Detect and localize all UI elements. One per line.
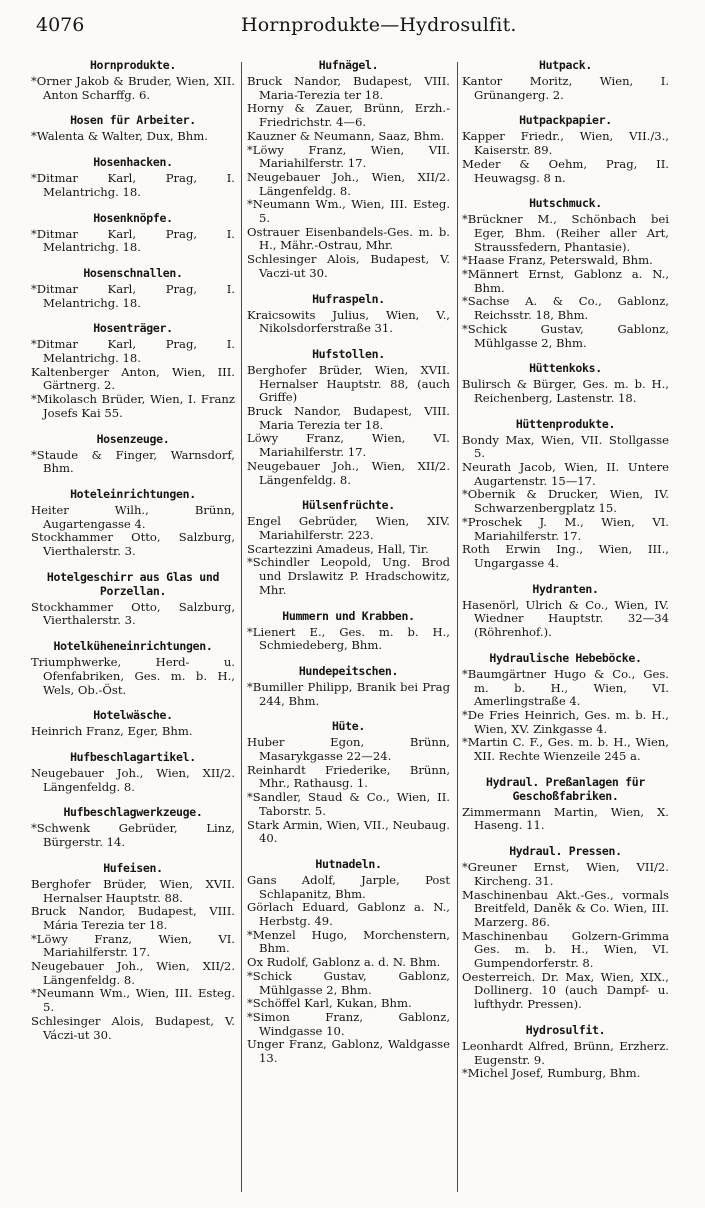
directory-entry: *Schindler Leopold, Ung. Brod und Drslawitz P. Hradschowitz, Mhr. bbox=[247, 555, 450, 597]
directory-entry: Bondy Max, Wien, VII. Stollgasse 5. bbox=[462, 432, 669, 461]
directory-section bbox=[31, 113, 235, 144]
directory-entry: *Schöffel Karl, Kukan, Bhm. bbox=[247, 996, 412, 1011]
directory-entry: *Neumann Wm., Wien, III. Esteg. 5. bbox=[31, 986, 235, 1015]
directory-entry: *Schick Gustav, Gablonz, Mühlgasse 2, Bhm. bbox=[462, 321, 669, 350]
section-heading: Hufraspeln. bbox=[312, 291, 385, 306]
directory-entry: *Männert Ernst, Gablonz a. N., Bhm. bbox=[462, 267, 669, 295]
directory-entry: *Michel Josef, Rumburg, Bhm. bbox=[462, 1066, 641, 1081]
directory-entry: Bruck Nandor, Budapest, VIII. Maria-Terezia ter 18. bbox=[247, 74, 450, 102]
section-heading: Hummern und Krabben. bbox=[282, 608, 415, 623]
section-heading: Hosenhacken. bbox=[93, 155, 173, 170]
directory-entry: Unger Franz, Gablonz, Waldgasse 13. bbox=[247, 1037, 450, 1066]
column-2 bbox=[247, 58, 450, 1198]
section-heading: Hufbeschlagwerkzeuge. bbox=[63, 805, 203, 820]
directory-entry: Stark Armin, Wien, VII., Neubaug. 40. bbox=[247, 817, 450, 846]
section-heading: Hutpackpapier. bbox=[519, 113, 612, 128]
directory-section bbox=[31, 155, 235, 199]
directory-entry: Berghofer Brüder, Wien, XVII. Hernalser Hauptstr. 88, (auch Griffe) bbox=[247, 362, 450, 405]
directory-entry: *Ditmar Karl, Prag, I. Melantrichg. 18. bbox=[31, 281, 235, 310]
directory-entry: Horny & Zauer, Brünn, Erzh.-Friedrichstr. 4—6. bbox=[247, 101, 450, 130]
directory-entry: Kaltenberger Anton, Wien, III. Gärtnerg. 2. bbox=[31, 364, 235, 393]
directory-entry: Heiter Wilh., Brünn, Augartengasse 4. bbox=[31, 502, 235, 531]
directory-section bbox=[31, 432, 235, 476]
directory-section bbox=[31, 211, 235, 255]
section-heading: Hydrosulfit. bbox=[525, 1022, 606, 1037]
directory-entry: *Menzel Hugo, Morchenstern, Bhm. bbox=[247, 927, 450, 956]
section-heading: Hüttenprodukte. bbox=[515, 416, 616, 431]
section-heading: Hufbeschlagartikel. bbox=[70, 749, 196, 764]
section-heading: Hotelküheneinrichtungen. bbox=[53, 639, 213, 654]
section-heading: Hydraulische Hebeböcke. bbox=[489, 650, 642, 665]
directory-section bbox=[247, 347, 450, 487]
directory-entry: Stockhammer Otto, Salzburg, Vierthalerstr. 3. bbox=[31, 599, 235, 628]
directory-entry: *Obernik & Drucker, Wien, IV. Schwarzenbergplatz 15. bbox=[462, 487, 669, 516]
directory-entry: *Löwy Franz, Wien, VI. Mariahilferstr. 17. bbox=[31, 931, 235, 960]
directory-section bbox=[462, 775, 669, 833]
directory-section bbox=[247, 498, 450, 597]
directory-entry: *Ditmar Karl, Prag, I. Melantrichg. 18. bbox=[31, 337, 235, 366]
directory-entry: Berghofer Brüder, Wien, XVII. Hernalser Hauptstr. 88. bbox=[31, 876, 235, 905]
section-heading: Hoteleinrichtungen. bbox=[70, 486, 196, 501]
directory-section bbox=[31, 639, 235, 697]
directory-section bbox=[31, 321, 235, 420]
directory-entry: *Haase Franz, Peterswald, Bhm. bbox=[462, 253, 653, 268]
directory-section bbox=[31, 266, 235, 310]
section-heading: Hüttenkoks. bbox=[529, 361, 602, 376]
section-heading: Hutpack. bbox=[539, 58, 592, 72]
directory-section bbox=[462, 651, 669, 764]
column-3 bbox=[462, 58, 669, 1198]
directory-entry: *Baumgärtner Hugo & Co., Ges. m. b. H., Wien, VI. Amerlingstraße 4. bbox=[462, 666, 669, 709]
directory-section bbox=[31, 805, 235, 849]
running-title: Hornprodukte—Hydrosulfit. bbox=[241, 14, 517, 36]
column-divider bbox=[241, 62, 242, 1192]
directory-entry: *Löwy Franz, Wien, VII. Mariahilferstr. 17. bbox=[247, 142, 450, 171]
section-heading: Hydranten. bbox=[532, 581, 599, 596]
directory-entry: *Greuner Ernst, Wien, VII/2. Kircheng. 31. bbox=[462, 860, 669, 888]
directory-entry: Ostrauer Eisenbandels-Ges. m. b. H., Mähr.-Ostrau, Mhr. bbox=[247, 224, 450, 253]
directory-entry: *Orner Jakob & Bruder, Wien, XII. Anton Scharffg. 6. bbox=[31, 74, 235, 102]
directory-entry: *Simon Franz, Gablonz, Windgasse 10. bbox=[247, 1009, 450, 1038]
directory-section bbox=[247, 857, 450, 1066]
section-heading: Hufnägel. bbox=[318, 58, 379, 72]
directory-section bbox=[31, 570, 235, 628]
directory-section bbox=[462, 196, 669, 350]
directory-entry: Oesterreich. Dr. Max, Wien, XIX., Dollinerg. 10 (auch Dampf- u. lufthydr. Pressen). bbox=[462, 969, 669, 1012]
directory-entry: Maschinenbau Golzern-Grimma Ges. m. b. H., Wien, VI. Gumpendorferstr. 8. bbox=[462, 928, 669, 971]
directory-entry: *Sandler, Staud & Co., Wien, II. Taborstr. 5. bbox=[247, 790, 450, 818]
section-heading: Hosen für Arbeiter. bbox=[70, 113, 196, 128]
column-divider bbox=[457, 62, 458, 1192]
directory-entry: Heinrich Franz, Eger, Bhm. bbox=[31, 724, 193, 739]
section-heading: Hufstollen. bbox=[312, 346, 385, 361]
directory-entry: Neugebauer Joh., Wien, XII/2. Längenfeldg. 8. bbox=[247, 169, 450, 198]
directory-entry: Görlach Eduard, Gablonz a. N., Herbstg. 49. bbox=[247, 900, 450, 929]
directory-entry: Hasenörl, Ulrich & Co., Wien, IV. Wiedner Hauptstr. 32—34 (Röhrenhof.). bbox=[462, 597, 669, 640]
directory-entry: *Bumiller Philipp, Branik bei Prag 244, Bhm. bbox=[247, 679, 450, 708]
directory-section bbox=[462, 361, 669, 405]
section-heading: Hotelwäsche. bbox=[93, 708, 173, 723]
directory-section bbox=[247, 719, 450, 846]
directory-section bbox=[462, 113, 669, 185]
directory-entry: *Ditmar Karl, Prag, I. Melantrichg. 18. bbox=[31, 171, 235, 199]
directory-entry: Huber Egon, Brünn, Masarykgasse 22—24. bbox=[247, 735, 450, 764]
directory-entry: *Proschek J. M., Wien, VI. Mariahilferstr. 17. bbox=[462, 514, 669, 543]
directory-section bbox=[247, 609, 450, 653]
directory-entry: *Neumann Wm., Wien, III. Esteg. 5. bbox=[247, 197, 450, 226]
section-heading: Hufeisen. bbox=[103, 860, 163, 875]
directory-entry: Bruck Nandor, Budapest, VIII. Mária Terezia ter 18. bbox=[31, 904, 235, 932]
directory-entry: Leonhardt Alfred, Brünn, Erzherz. Eugenstr. 9. bbox=[462, 1038, 669, 1067]
directory-entry: *Brückner M., Schönbach bei Eger, Bhm. (Reiher aller Art, Straussfedern, Phantasie). bbox=[462, 212, 669, 254]
directory-entry: *Walenta & Walter, Dux, Bhm. bbox=[31, 129, 208, 144]
directory-entry: Kapper Friedr., Wien, VII./3., Kaiserstr. 89. bbox=[462, 129, 669, 158]
directory-entry: Maschinenbau Akt.-Ges., vormals Breitfeld, Daněk & Co. Wien, III. Marzerg. 86. bbox=[462, 887, 669, 929]
directory-entry: Bruck Nandor, Budapest, VIII. Maria Terezia ter 18. bbox=[247, 404, 450, 432]
directory-entry: *Staude & Finger, Warnsdorf, Bhm. bbox=[31, 447, 235, 476]
directory-entry: *Mikolasch Brüder, Wien, I. Franz Josefs Kai 55. bbox=[31, 392, 235, 420]
directory-entry: Ox Rudolf, Gablonz a. d. N. Bhm. bbox=[247, 955, 441, 970]
directory-entry: *Schick Gustav, Gablonz, Mühlgasse 2, Bhm. bbox=[247, 968, 450, 997]
directory-entry: Gans Adolf, Jarple, Post Schlapanitz, Bhm. bbox=[247, 872, 450, 901]
directory-entry: *Lienert E., Ges. m. b. H., Schmiedeberg, Bhm. bbox=[247, 624, 450, 653]
directory-section bbox=[247, 292, 450, 336]
directory-section bbox=[462, 844, 669, 1012]
directory-entry: *Ditmar Karl, Prag, I. Melantrichg. 18. bbox=[31, 226, 235, 255]
section-heading: Hosenzeuge. bbox=[96, 431, 170, 446]
column-1 bbox=[31, 58, 235, 1198]
directory-entry: Reinhardt Friederike, Brünn, Mhr., Rathausg. 1. bbox=[247, 762, 450, 791]
directory-entry: Neugebauer Joh., Wien, XII/2. Längenfeldg. 8. bbox=[247, 458, 450, 487]
page-header bbox=[36, 14, 676, 40]
directory-entry: Engel Gebrüder, Wien, XIV. Mariahilferstr. 223. bbox=[247, 514, 450, 542]
directory-entry: Schlesinger Alois, Budapest, V. Váczi-ut 30. bbox=[31, 1013, 235, 1042]
directory-section bbox=[247, 664, 450, 708]
directory-section bbox=[31, 750, 235, 794]
section-heading: Hutschmuck. bbox=[529, 196, 602, 211]
section-heading: Hydraul. Pressen. bbox=[509, 844, 622, 859]
directory-entry: Meder & Oehm, Prag, II. Heuwagsg. 8 n. bbox=[462, 156, 669, 185]
directory-entry: Kraicsowits Julius, Wien, V., Nikolsdorferstraße 31. bbox=[247, 307, 450, 336]
directory-section bbox=[31, 708, 235, 739]
directory-entry: Zimmermann Martin, Wien, X. Haseng. 11. bbox=[462, 804, 669, 833]
directory-entry: Kantor Moritz, Wien, I. Grünangerg. 2. bbox=[462, 74, 669, 102]
directory-entry: *Martin C. F., Ges. m. b. H., Wien, XII. Rechte Wienzeile 245 a. bbox=[462, 735, 669, 764]
section-heading: Hülsenfrüchte. bbox=[302, 498, 395, 513]
directory-section bbox=[31, 487, 235, 559]
directory-entry: Neurath Jacob, Wien, II. Untere Augartenstr. 15—17. bbox=[462, 460, 669, 488]
directory-entry: Bulirsch & Bürger, Ges. m. b. H., Reichenberg, Lastenstr. 18. bbox=[462, 377, 669, 405]
directory-section bbox=[462, 417, 669, 571]
directory-entry: Löwy Franz, Wien, VI. Mariahilferstr. 17. bbox=[247, 431, 450, 460]
directory-entry: *Sachse A. & Co., Gablonz, Reichsstr. 18, Bhm. bbox=[462, 294, 669, 323]
section-heading: Hotelgeschirr aus Glas und Porzellan. bbox=[46, 569, 220, 598]
section-heading: Hutnadeln. bbox=[315, 856, 382, 871]
directory-entry: Scartezzini Amadeus, Hall, Tir. bbox=[247, 541, 429, 556]
section-heading: Hydraul. Preßanlagen für Geschoßfabriken. bbox=[486, 774, 645, 803]
directory-entry: *De Fries Heinrich, Ges. m. b. H., Wien, XV. Zinkgasse 4. bbox=[462, 707, 669, 736]
directory-section bbox=[247, 58, 450, 281]
page-number: 4076 bbox=[36, 14, 85, 36]
section-heading: Hosenknöpfe. bbox=[93, 210, 173, 225]
directory-entry: Triumphwerke, Herd- u. Ofenfabriken, Ges. m. b. H., Wels, Ob.-Öst. bbox=[31, 655, 235, 697]
directory-entry: Neugebauer Joh., Wien, XII/2. Längenfeldg. 8. bbox=[31, 959, 235, 987]
directory-section bbox=[462, 58, 669, 102]
directory-entry: Kauzner & Neumann, Saaz, Bhm. bbox=[247, 128, 445, 143]
directory-section bbox=[462, 582, 669, 640]
section-heading: Hundepeitschen. bbox=[298, 663, 399, 678]
directory-entry: *Schwenk Gebrüder, Linz, Bürgerstr. 14. bbox=[31, 821, 235, 850]
directory-entry: Neugebauer Joh., Wien, XII/2. Längenfeldg. 8. bbox=[31, 765, 235, 794]
directory-section bbox=[462, 1023, 669, 1081]
directory-section bbox=[31, 58, 235, 102]
directory-entry: Stockhammer Otto, Salzburg, Vierthalerstr. 3. bbox=[31, 530, 235, 559]
section-heading: Hosenträger. bbox=[93, 321, 173, 336]
directory-entry: Schlesinger Alois, Budapest, V. Vaczi-ut 30. bbox=[247, 252, 450, 280]
directory-section bbox=[31, 861, 235, 1042]
section-heading: Hosenschnallen. bbox=[83, 265, 183, 280]
section-heading: Hornprodukte. bbox=[89, 58, 177, 72]
section-heading: Hüte. bbox=[331, 719, 366, 734]
directory-entry: Roth Erwin Ing., Wien, III., Ungargasse 4. bbox=[462, 542, 669, 570]
